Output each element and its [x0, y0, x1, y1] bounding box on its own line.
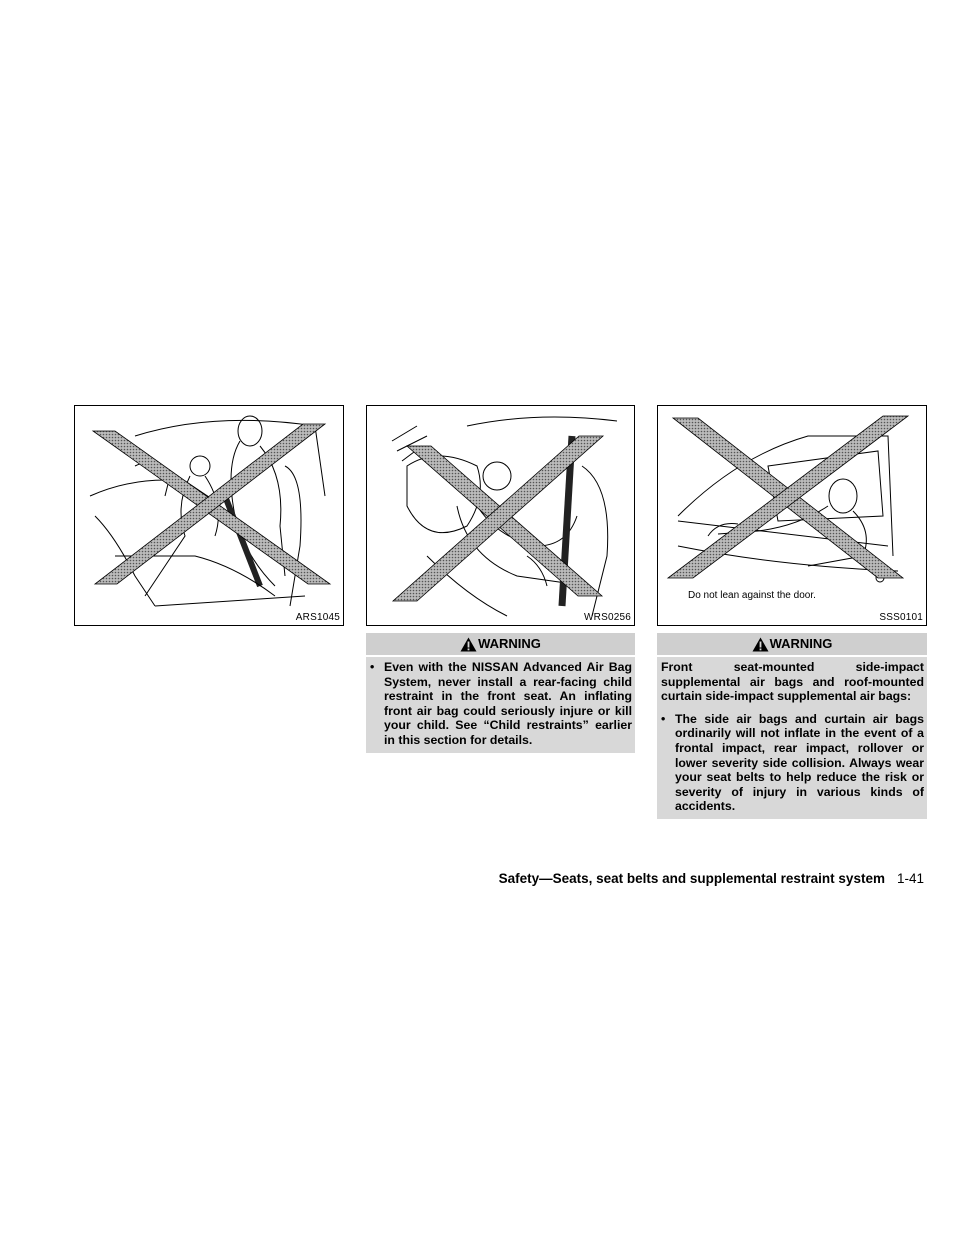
- warning-bullet: [661, 712, 924, 814]
- illustration-child-on-lap: [75, 406, 343, 625]
- illustration-rear-facing-seat: [367, 406, 634, 625]
- warning-bullet: [370, 660, 632, 748]
- warning-box-side-airbags: [657, 633, 927, 819]
- figure-code: WRS0256: [584, 612, 631, 623]
- figure-caption: Do not lean against the door.: [688, 590, 816, 601]
- figure-code: SSS0101: [879, 612, 923, 623]
- warning-header: [657, 633, 927, 657]
- figure-code: ARS1045: [295, 612, 340, 623]
- bullet-marker: •: [370, 660, 375, 674]
- warning-header: [366, 633, 635, 657]
- warning-title: WARNING: [769, 635, 833, 651]
- page-number: 1-41: [896, 871, 924, 886]
- figure-child-on-lap: [74, 405, 344, 626]
- figure-rear-facing-seat: [366, 405, 635, 626]
- bullet-marker: •: [661, 711, 666, 726]
- warning-title: WARNING: [478, 635, 541, 651]
- warning-bullet-text: Even with the NISSAN Advanced Air Bag System, never install a rear-facing child restraint in the front seat. An inflating front air bag could seriously injure or kill your child. See “Child restraints” earlier in this section for details.: [384, 660, 632, 747]
- warning-bullet-text: The side air bags and curtain air bags ordinarily will not inflate in the event of a frontal impact, rear impact, rollover or lower severity side collision. Always wear your seat belts to help reduce the risk or severity of injury in various kinds of accidents.: [675, 711, 924, 814]
- warning-triangle-icon: [460, 637, 477, 652]
- warning-box-rear-facing: [366, 633, 635, 753]
- section-title: Safety—Seats, seat belts and supplemental restraint system: [498, 871, 885, 886]
- page-footer: [499, 871, 924, 886]
- warning-intro: Front seat-mounted side-impact supplemental air bags and roof-mounted curtain side-impact supplemental air bags:: [661, 660, 924, 704]
- figure-lean-door: [657, 405, 927, 626]
- warning-triangle-icon: [752, 637, 769, 652]
